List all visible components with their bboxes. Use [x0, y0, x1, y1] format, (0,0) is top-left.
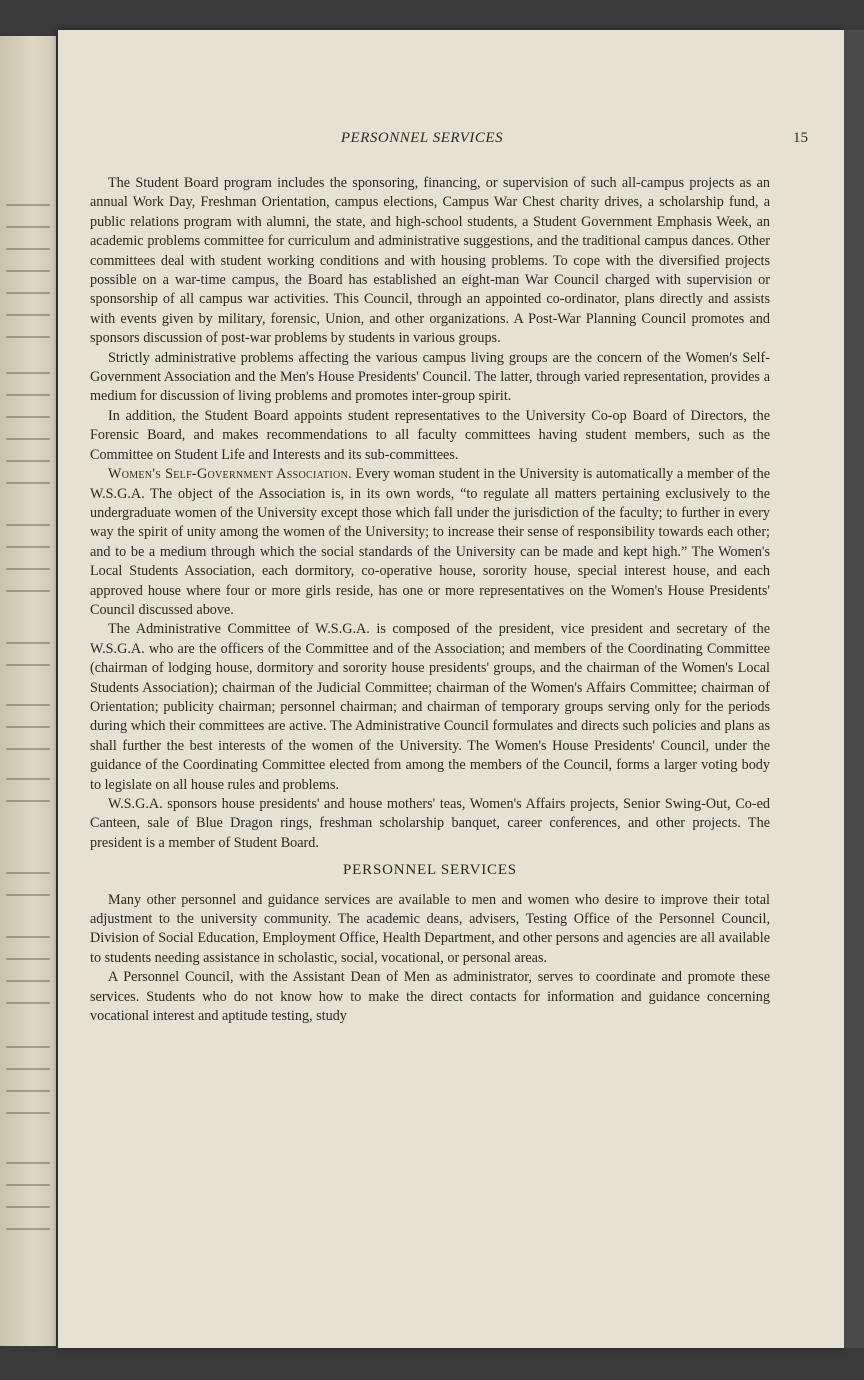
- section-heading: PERSONNEL SERVICES: [343, 862, 517, 879]
- paragraph: The Administrative Committee of W.S.G.A. is composed of the president, vice president and secretary of the W.S.G.A. who are the officers of the Committee and of the Association; and members of the Coordinating Committee (chairman of lodging house, dormitory and sorority house presidents' groups, and the chairman of the Women's Local Students Association); chairman of the Judicial Committee; chairman of the Women's Affairs Committee; chairman of Orientation; publicity chairman; personnel chairman; and chairman of temporary groups serving only for the periods during which their committees are active. The Administrative Council formulates and directs such policies and plans as shall further the best interests of the women of the University. The Women's House Presidents' Council, under the guidance of the Coordinating Committee elected from among the members of the Council, forms a larger voting body to legislate on all house rules and problems.: [90, 621, 770, 793]
- paragraph: Strictly administrative problems affecting the various campus living groups are the concern of the Women's Self-Government Association and the Men's House Presidents' Council. The latter, through varied representation, provides a medium for discussion of living problems and promotes inter-group spirit.: [90, 349, 770, 405]
- page-edge-shadow: [844, 30, 864, 1348]
- page-number: 15: [793, 130, 808, 146]
- paragraph: W.S.G.A. sponsors house presidents' and house mothers' teas, Women's Affairs projects, Senior Swing-Out, Co-ed Canteen, sale of Blue Dragon rings, freshman scholarship banquet, career conferences, and other projects. The president is a member of Student Board.: [90, 796, 770, 851]
- paragraph: In addition, the Student Board appoints student representatives to the University Co-op Board of Directors, the Forensic Board, and makes recommendations to all faculty committees having student members, such as the Committee on Student Life and Interests and its sub-committees.: [90, 407, 770, 463]
- wsga-heading: Women's Self-Government Association.: [108, 466, 352, 483]
- wsga-text: Every woman student in the University is automatically a member of the W.S.G.A. The object of the Association is, in its own words, “to regulate all matters pertaining exclusively to the undergraduate women of the University except those which fall under the jurisdiction of the faculty; to further in every way the spirit of unity among the women of the University; to increase their sense of responsibility towards each other; and to be a medium through which the social standards of the University can be made and kept high.” The Women's Local Students Association, each dormitory, co-operative house, sorority house, special interest house, and each approved house where four or more girls reside, has one or more representatives on the Women's House Presidents' Council discussed above.: [90, 466, 771, 618]
- page-header: [58, 130, 844, 152]
- paragraph-wsga: [90, 465, 770, 620]
- book-page: [58, 30, 844, 1348]
- body-text: [90, 174, 770, 1026]
- paragraph: A Personnel Council, with the Assistant Dean of Men as administrator, serves to coordinate and promote these services. Students who do not know how to make the direct contacts for information and guidance concerning vocational interest and aptitude testing, study: [90, 969, 770, 1025]
- previous-page-edge: [0, 36, 56, 1346]
- paragraph: Many other personnel and guidance services are available to men and women who desire to improve their total adjustment to the university community. The academic deans, advisers, Testing Office of the Personnel Council, Division of Social Education, Employment Office, Health Department, and other persons and agencies are all available to students needing assistance in scholastic, social, vocational, or personal areas.: [90, 891, 770, 966]
- running-title: PERSONNEL SERVICES: [340, 130, 504, 146]
- paragraph: The Student Board program includes the sponsoring, financing, or supervision of such all-campus projects as an annual Work Day, Freshman Orientation, campus elections, Campus War Chest charity drives, a scholarship fund, a public relations program with alumni, the state, and high-school students, a Student Government Emphasis Week, an academic problems committee for curriculum and administrative suggestions, and the traditional campus dances. Other committees deal with student working conditions and with housing problems. To cope with the diversified projects possible on a war-time campus, the Board has established an eight-man War Council charged with supervision or sponsorship of all campus war activities. This Council, through an appointed co-ordinator, plans directly and assists with events given by military, forensic, Union, and other organizations. A Post-War Planning Council promotes and sponsors discussion of post-war problems by students in various groups.: [90, 175, 770, 347]
